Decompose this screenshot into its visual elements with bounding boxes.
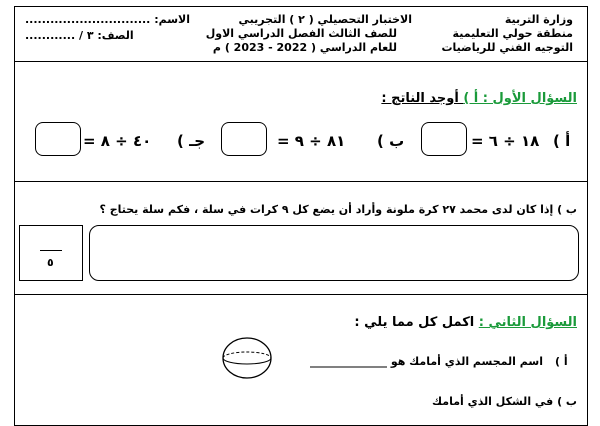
header-exam-title: الاختبار التحصيلي ( ٢ ) التجريبي — [238, 13, 412, 26]
q2-item-a-text: اسم المجسم الذي أمامك هو ______________ — [309, 355, 543, 368]
score-denominator: ٥ — [47, 256, 54, 269]
q1a-divider — [15, 181, 587, 182]
header-divider — [15, 61, 587, 62]
part-b-answer-area[interactable] — [89, 225, 579, 281]
q2-title: السؤال الثاني : اكمل كل مما يلي : — [354, 315, 577, 330]
q1-part-b-text: ب ) إذا كان لدى محمد ٢٧ كرة ملونة وأراد أن يضع كل ٩ كرات في سلة ، فكم سلة يحتاج ؟ — [99, 203, 577, 216]
student-class-field: الصف: ٣ / ............ — [25, 29, 134, 42]
eq-c-label: ( جـ — [177, 132, 206, 150]
q2-item-b-text: ب ) في الشكل الذي أمامك — [432, 395, 577, 408]
score-box — [19, 225, 83, 281]
q2-item-a-label: أ ) — [555, 355, 568, 368]
header-grade-term: للصف الثالث الفصل الدراسي الاول — [205, 27, 397, 40]
exam-sheet — [14, 6, 588, 426]
eq-b-label: ب ) — [377, 132, 405, 150]
eq-a-label: أ ) — [553, 132, 571, 150]
header-ministry: وزارة التربية — [504, 13, 573, 26]
header-supervision: التوجيه الفني للرياضيات — [441, 41, 573, 54]
answer-box-c[interactable] — [35, 122, 81, 156]
answer-box-b[interactable] — [221, 122, 267, 156]
eq-c-expression: ٤٠ ÷ ٨ = — [83, 132, 152, 150]
answer-box-a[interactable] — [421, 122, 467, 156]
q1-divider — [15, 294, 587, 295]
eq-b-expression: ٨١ ÷ ٩ = — [277, 132, 346, 150]
student-name-field: الاسم: .............................. — [25, 13, 190, 26]
header-year: للعام الدراسي ( 2022 - 2023 ) م — [212, 41, 397, 54]
q1-title: السؤال الأول : أ ) أوجد الناتج : — [381, 91, 577, 106]
eq-a-expression: ١٨ ÷ ٦ = — [471, 132, 540, 150]
header-district: منطقة حولي التعليمية — [452, 27, 573, 40]
sphere-icon — [220, 335, 274, 381]
score-line — [40, 250, 62, 251]
